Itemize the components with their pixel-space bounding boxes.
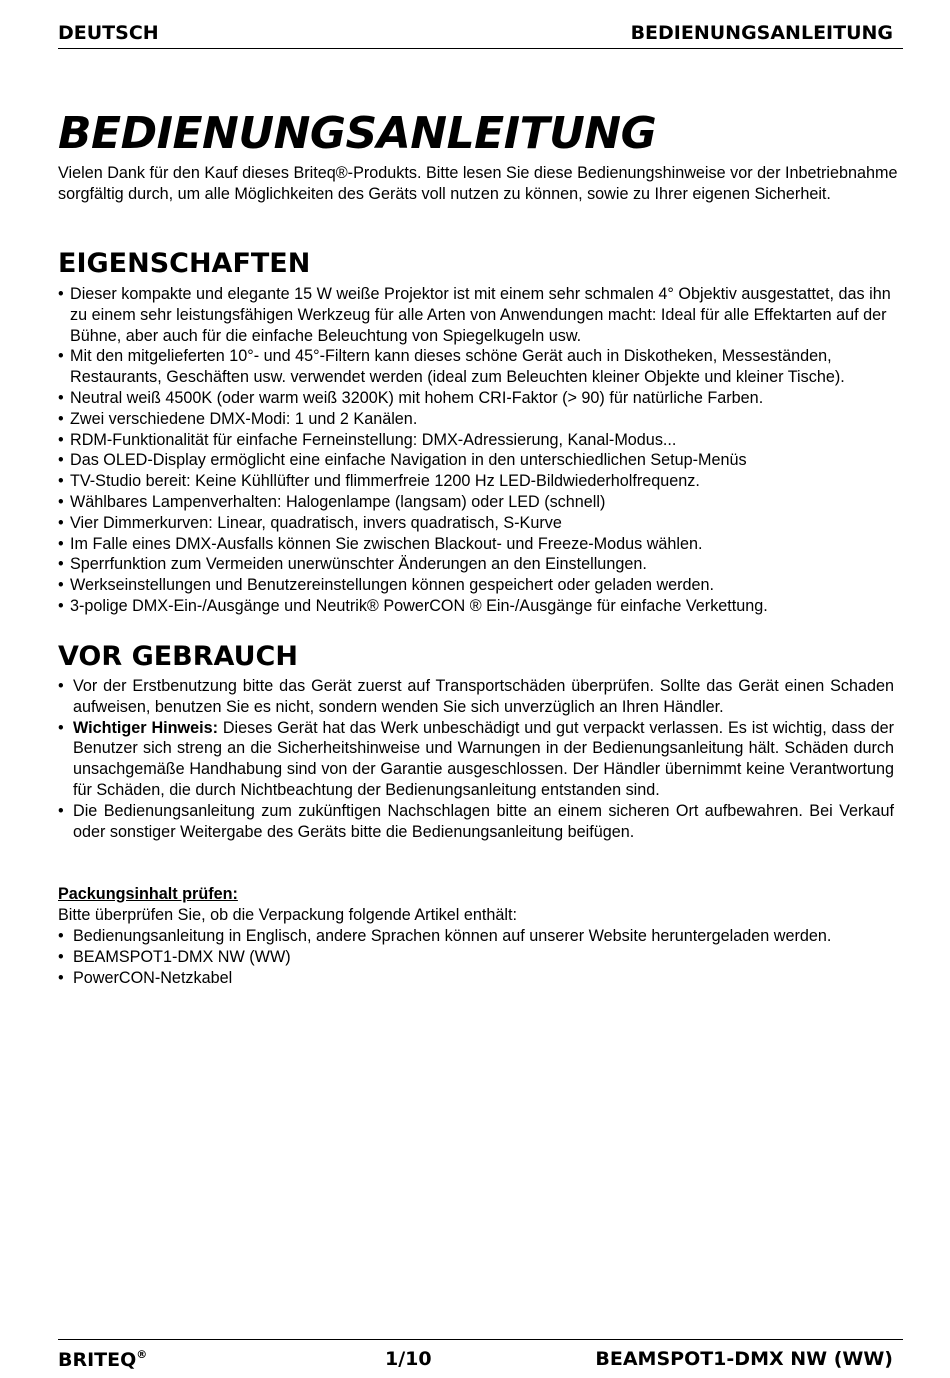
- package-contents-title: Packungsinhalt prüfen:: [58, 885, 238, 903]
- important-note-text: Dieses Gerät hat das Werk unbeschädigt und gut verpackt verlassen. Es ist wichtig, dass der Benutzer sich streng an die Sicherheitshinweise und Warnungen in der Bedienungsanleitung hält. Schäden durch unsachgemäße Handhabung sind von der Garantie ausgeschlossen. Der Händler übernimmt keine Verantwortung für Schäden, die durch Nichtbeachtung der Bedienungsanleitung entstanden sind.: [73, 718, 894, 799]
- list-item: • Mit den mitgelieferten 10°- und 45°-Filtern kann dieses schöne Gerät auch in Diskotheken, Messeständen, Restaurants, Geschäften usw. verwendet werden (ideal zum Beleuchten kleiner Objekte und kleiner Tische).: [58, 346, 892, 388]
- page-number: 1/10: [385, 1348, 432, 1370]
- list-item: • PowerCON-Netzkabel: [58, 968, 898, 989]
- intro-paragraph: Vielen Dank für den Kauf dieses Briteq®-Produkts. Bitte lesen Sie diese Bedienungshinweise vor der Inbetriebnahme sorgfältig durch, um alle Möglichkeiten des Geräts voll nutzen zu können, sowie zu Ihrer eigenen Sicherheit.: [58, 164, 898, 203]
- package-contents-list: [58, 926, 898, 988]
- header-section: BEDIENUNGSANLEITUNG: [630, 22, 893, 44]
- before-use-list: [58, 676, 894, 842]
- package-contents-intro: Bitte überprüfen Sie, ob die Verpackung folgende Artikel enthält:: [58, 906, 517, 924]
- heading-eigenschaften: EIGENSCHAFTEN: [58, 248, 311, 279]
- registered-mark: ®: [136, 1348, 148, 1361]
- list-item: • Bedienungsanleitung in Englisch, andere Sprachen können auf unserer Website heruntergeladen werden.: [58, 926, 898, 947]
- list-item: [58, 718, 894, 801]
- list-item: • 3-polige DMX-Ein-/Ausgänge und Neutrik® PowerCON ® Ein-/Ausgänge für einfache Verkettung.: [58, 596, 892, 617]
- header-language: DEUTSCH: [58, 22, 159, 44]
- list-item: • Neutral weiß 4500K (oder warm weiß 3200K) mit hohem CRI-Faktor (> 90) für natürliche Farben.: [58, 388, 892, 409]
- list-item: • Vier Dimmerkurven: Linear, quadratisch, invers quadratisch, S-Kurve: [58, 513, 892, 534]
- list-item: • Sperrfunktion zum Vermeiden unerwünschter Änderungen an den Einstellungen.: [58, 554, 892, 575]
- list-item: • RDM-Funktionalität für einfache Ferneinstellung: DMX-Adressierung, Kanal-Modus...: [58, 430, 892, 451]
- list-item: • Dieser kompakte und elegante 15 W weiße Projektor ist mit einem sehr schmalen 4° Objektiv ausgestattet, das ihn zu einem sehr leistungsfähigen Werkzeug für alle Arten von Anwendungen macht: Ideal für alle Effektarten auf der Bühne, aber auch für die einfache Beleuchtung von Spiegelkugeln usw.: [58, 284, 892, 346]
- list-item: • Die Bedienungsanleitung zum zukünftigen Nachschlagen bitte an einem sicheren Ort aufbewahren. Bei Verkauf oder sonstiger Weitergabe des Geräts bitte die Bedienungsanleitung beifügen.: [58, 801, 894, 843]
- list-item: • Zwei verschiedene DMX-Modi: 1 und 2 Kanälen.: [58, 409, 892, 430]
- list-item: • TV-Studio bereit: Keine Kühllüfter und flimmerfreie 1200 Hz LED-Bildwiederholfrequenz.: [58, 471, 892, 492]
- heading-vor-gebrauch: VOR GEBRAUCH: [58, 641, 298, 672]
- list-item: • Das OLED-Display ermöglicht eine einfache Navigation in den unterschiedlichen Setup-Menüs: [58, 450, 892, 471]
- document-title: BEDIENUNGSANLEITUNG: [58, 108, 657, 159]
- footer-brand: [58, 1348, 147, 1371]
- brand-name: BRITEQ: [58, 1349, 137, 1371]
- list-item: • BEAMSPOT1-DMX NW (WW): [58, 947, 898, 968]
- page-footer: [58, 1339, 903, 1374]
- page-header: [58, 22, 903, 49]
- features-list: [58, 284, 892, 617]
- footer-model: BEAMSPOT1-DMX NW (WW): [595, 1348, 893, 1370]
- list-item: • Vor der Erstbenutzung bitte das Gerät zuerst auf Transportschäden überprüfen. Sollte das Gerät einen Schaden aufweisen, benutzen Sie es nicht, sondern wenden Sie sich unverzüglich an Ihren Händler.: [58, 676, 894, 718]
- important-note-label: Wichtiger Hinweis:: [73, 718, 218, 737]
- list-item: • Wählbares Lampenverhalten: Halogenlampe (langsam) oder LED (schnell): [58, 492, 892, 513]
- list-item: • Werkseinstellungen und Benutzereinstellungen können gespeichert oder geladen werden.: [58, 575, 892, 596]
- list-item: • Im Falle eines DMX-Ausfalls können Sie zwischen Blackout- und Freeze-Modus wählen.: [58, 534, 892, 555]
